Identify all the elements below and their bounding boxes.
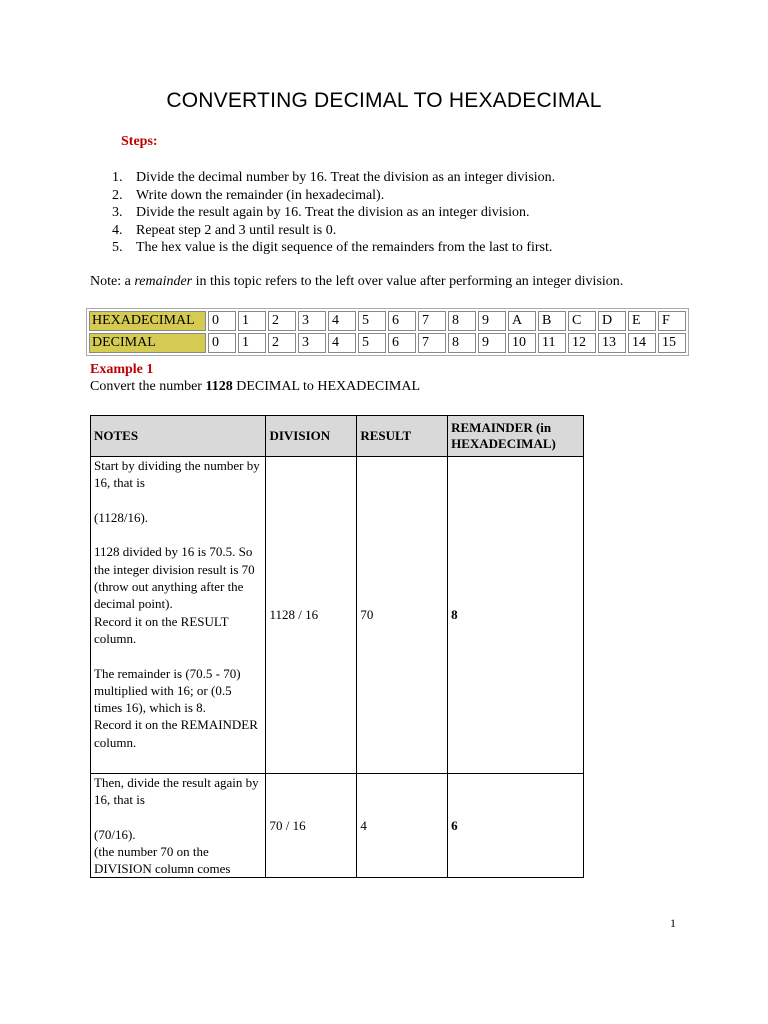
hex-label: HEXADECIMAL (89, 311, 206, 331)
hex-cell: 0 (208, 311, 236, 331)
list-item: 5. The hex value is the digit sequence of the remainders from the last to first. (112, 240, 553, 255)
decimal-cell: 11 (538, 333, 566, 353)
decimal-cell: 8 (448, 333, 476, 353)
list-item: 3. Divide the result again by 16. Treat the division as an integer division. (112, 205, 530, 220)
decimal-cell: 12 (568, 333, 596, 353)
decimal-cell: 5 (358, 333, 386, 353)
hex-cell: 1 (238, 311, 266, 331)
hex-cell: 8 (448, 311, 476, 331)
hex-cell: 4 (328, 311, 356, 331)
conversion-steps-table (90, 415, 584, 878)
hex-cell: D (598, 311, 626, 331)
decimal-cell: 9 (478, 333, 506, 353)
table-row (91, 774, 584, 878)
list-item: 1. Divide the decimal number by 16. Treat the division as an integer division. (112, 170, 556, 185)
hex-cell: 9 (478, 311, 506, 331)
division-cell: 1128 / 16 (266, 457, 357, 774)
decimal-cell: 15 (658, 333, 686, 353)
decimal-cell: 10 (508, 333, 536, 353)
page-number: 1 (670, 916, 676, 930)
page-title: CONVERTING DECIMAL TO HEXADECIMAL (166, 89, 602, 112)
decimal-cell: 13 (598, 333, 626, 353)
remainder-cell: 6 (448, 774, 584, 878)
steps-heading: Steps: (121, 134, 158, 149)
decimal-cell: 7 (418, 333, 446, 353)
note-paragraph: Note: a remainder in this topic refers to the left over value after performing an integer division. (90, 274, 624, 289)
hex-cell: 7 (418, 311, 446, 331)
header-notes: NOTES (91, 416, 266, 457)
decimal-cell: 2 (268, 333, 296, 353)
hex-cell: B (538, 311, 566, 331)
result-cell: 70 (357, 457, 448, 774)
decimal-cell: 0 (208, 333, 236, 353)
hex-cell: 2 (268, 311, 296, 331)
example-text: Convert the number 1128 DECIMAL to HEXADECIMAL (90, 379, 421, 394)
notes-cell: Then, divide the result again by 16, that is (70/16). (the number 70 on the DIVISION column comes (91, 774, 266, 878)
decimal-cell: 3 (298, 333, 326, 353)
decimal-cell: 6 (388, 333, 416, 353)
list-item: 2. Write down the remainder (in hexadecimal). (112, 187, 385, 203)
example-heading: Example 1 (90, 362, 154, 377)
hex-row (89, 311, 686, 331)
header-result: RESULT (357, 416, 448, 457)
hex-cell: A (508, 311, 536, 331)
hex-cell: C (568, 311, 596, 331)
decimal-cell: 1 (238, 333, 266, 353)
hex-cell: E (628, 311, 656, 331)
result-cell: 4 (357, 774, 448, 878)
hex-cell: F (658, 311, 686, 331)
header-division: DIVISION (266, 416, 357, 457)
hex-decimal-table (86, 308, 689, 356)
header-remainder: REMAINDER (in HEXADECIMAL) (448, 416, 584, 457)
table-header-row (91, 416, 584, 457)
notes-cell: Start by dividing the number by 16, that is (1128/16). 1128 divided by 16 is 70.5. So the integer division result is 70 (throw out anything after the decimal point). Record it on the RESULT column. The remainder is (70.5 - 70) multiplied with 16; or (0.5 times 16), which is 8. Record it on the REMAINDER column. (91, 457, 266, 774)
remainder-cell: 8 (448, 457, 584, 774)
division-cell: 70 / 16 (266, 774, 357, 878)
decimal-row (89, 333, 686, 353)
decimal-cell: 4 (328, 333, 356, 353)
steps-list (112, 169, 555, 257)
hex-cell: 5 (358, 311, 386, 331)
decimal-label: DECIMAL (89, 333, 206, 353)
decimal-cell: 14 (628, 333, 656, 353)
table-row (91, 457, 584, 774)
hex-cell: 6 (388, 311, 416, 331)
list-item: 4. Repeat step 2 and 3 until result is 0. (112, 222, 337, 238)
hex-cell: 3 (298, 311, 326, 331)
